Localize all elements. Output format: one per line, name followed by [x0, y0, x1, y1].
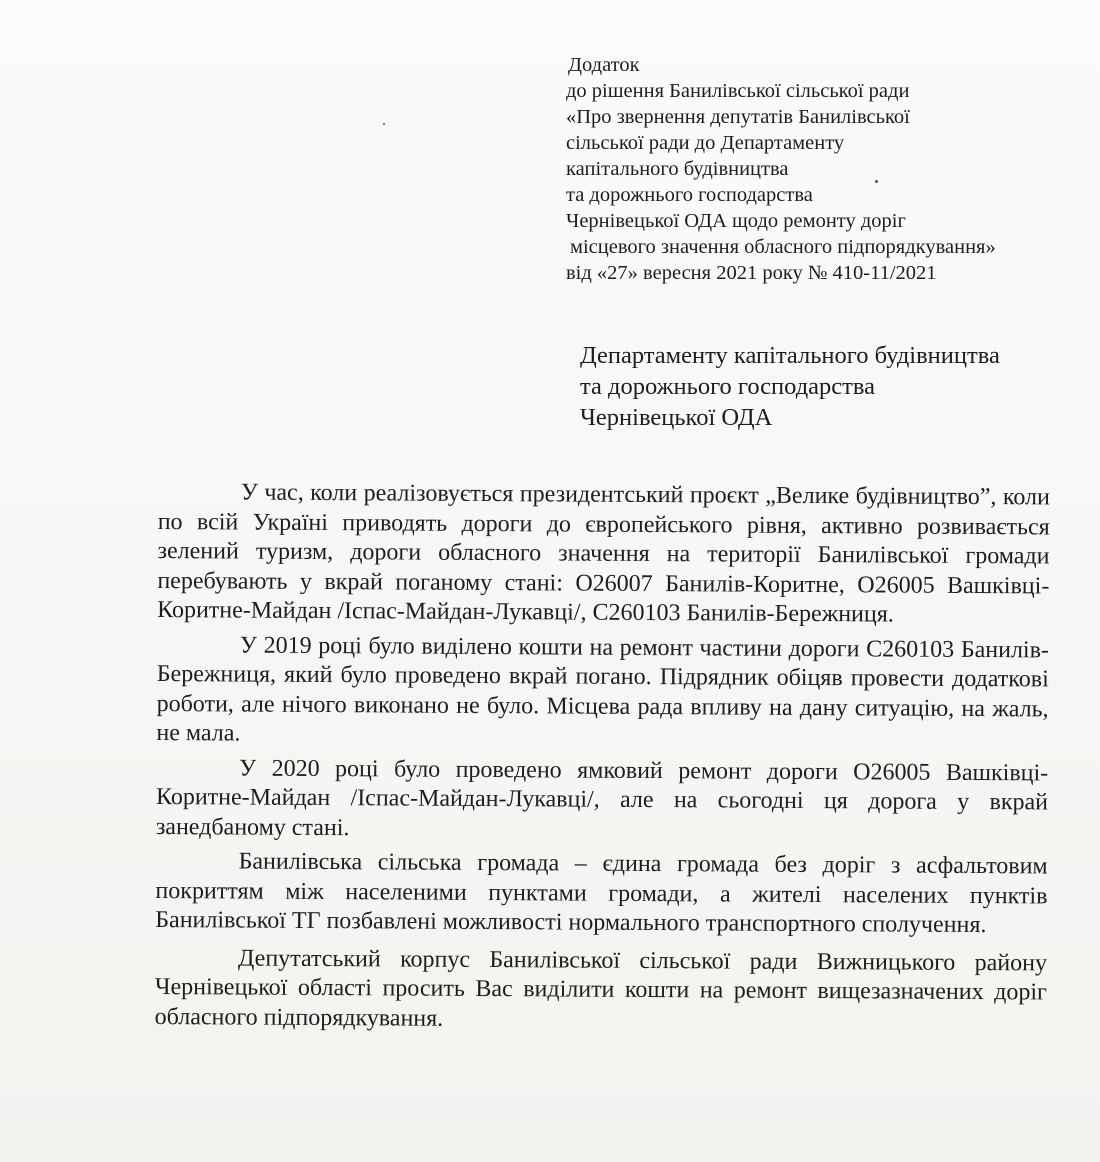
addressee-line: та дорожнього господарства — [580, 373, 876, 400]
appendix-line: капітального будівництва — [566, 158, 789, 180]
appendix-line: «Про звернення депутатів Банилівської — [566, 106, 910, 128]
appendix-line: Додаток — [568, 54, 640, 76]
body-paragraph: У 2020 році було проведено ямковий ремонт дороги О26005 Вашківці-Коритне-Майдан /Іспас-Майдан-Лукавці/, але на сьогодні ця дорога у вкрай занедбаному стані. — [155, 755, 1049, 841]
body-paragraph: Банилівська сільська громада – єдина громада без доріг з асфальтовим покриттям між населеними пунктами громади, а жителі населених пунктів Банилівської ТГ позбавлені можливості нормального транспортного сполучення. — [155, 848, 1048, 939]
body-paragraph: У 2019 році було виділено кошти на ремонт частини дороги С260103 Банилів-Бережниця, який було проведено вкрай погано. Підрядник обіцяв провести додаткові роботи, але нічого виконано не було. Місцева рада впливу на дану ситуацію, на жаль, не мала. — [156, 632, 1050, 747]
appendix-header — [566, 52, 1086, 286]
body-paragraph: У час, коли реалізовується президентський проєкт „Велике будівництво”, коли по всій Україні приводять дороги до європейського рівня, активно розвивається зелений туризм, дороги обласного значення на території Банилівської громади перебувають у вкрай поганому стані: О26007 Банилів-Коритне, О26005 Вашківці-Коритне-Майдан /Іспас-Майдан-Лукавці/, С260103 Банилів-Бережниця. — [157, 479, 1050, 628]
appendix-line: місцевого значення обласного підпорядкування» — [570, 236, 996, 258]
appendix-line: від «27» вересня 2021 року № 410-11/2021 — [566, 262, 937, 284]
addressee-line: Чернівецької ОДА — [580, 404, 773, 431]
appendix-line: Чернівецької ОДА щодо ремонту доріг — [566, 210, 906, 232]
letter-body — [155, 478, 1050, 1042]
paper-speck — [383, 123, 385, 125]
addressee-line: Департаменту капітального будівництва — [580, 342, 1000, 369]
body-paragraph: Депутатський корпус Банилівської сільської ради Вижницького району Чернівецької області просить Вас виділити кошти на ремонт вищезазначених доріг обласного підпорядкування. — [154, 944, 1048, 1032]
appendix-line: до рішення Банилівської сільської ради — [566, 80, 910, 102]
addressee-block — [580, 340, 1090, 433]
paper-speck — [875, 180, 878, 183]
appendix-line: сільської ради до Департаменту — [566, 132, 845, 154]
appendix-line: та дорожнього господарства — [566, 184, 813, 206]
